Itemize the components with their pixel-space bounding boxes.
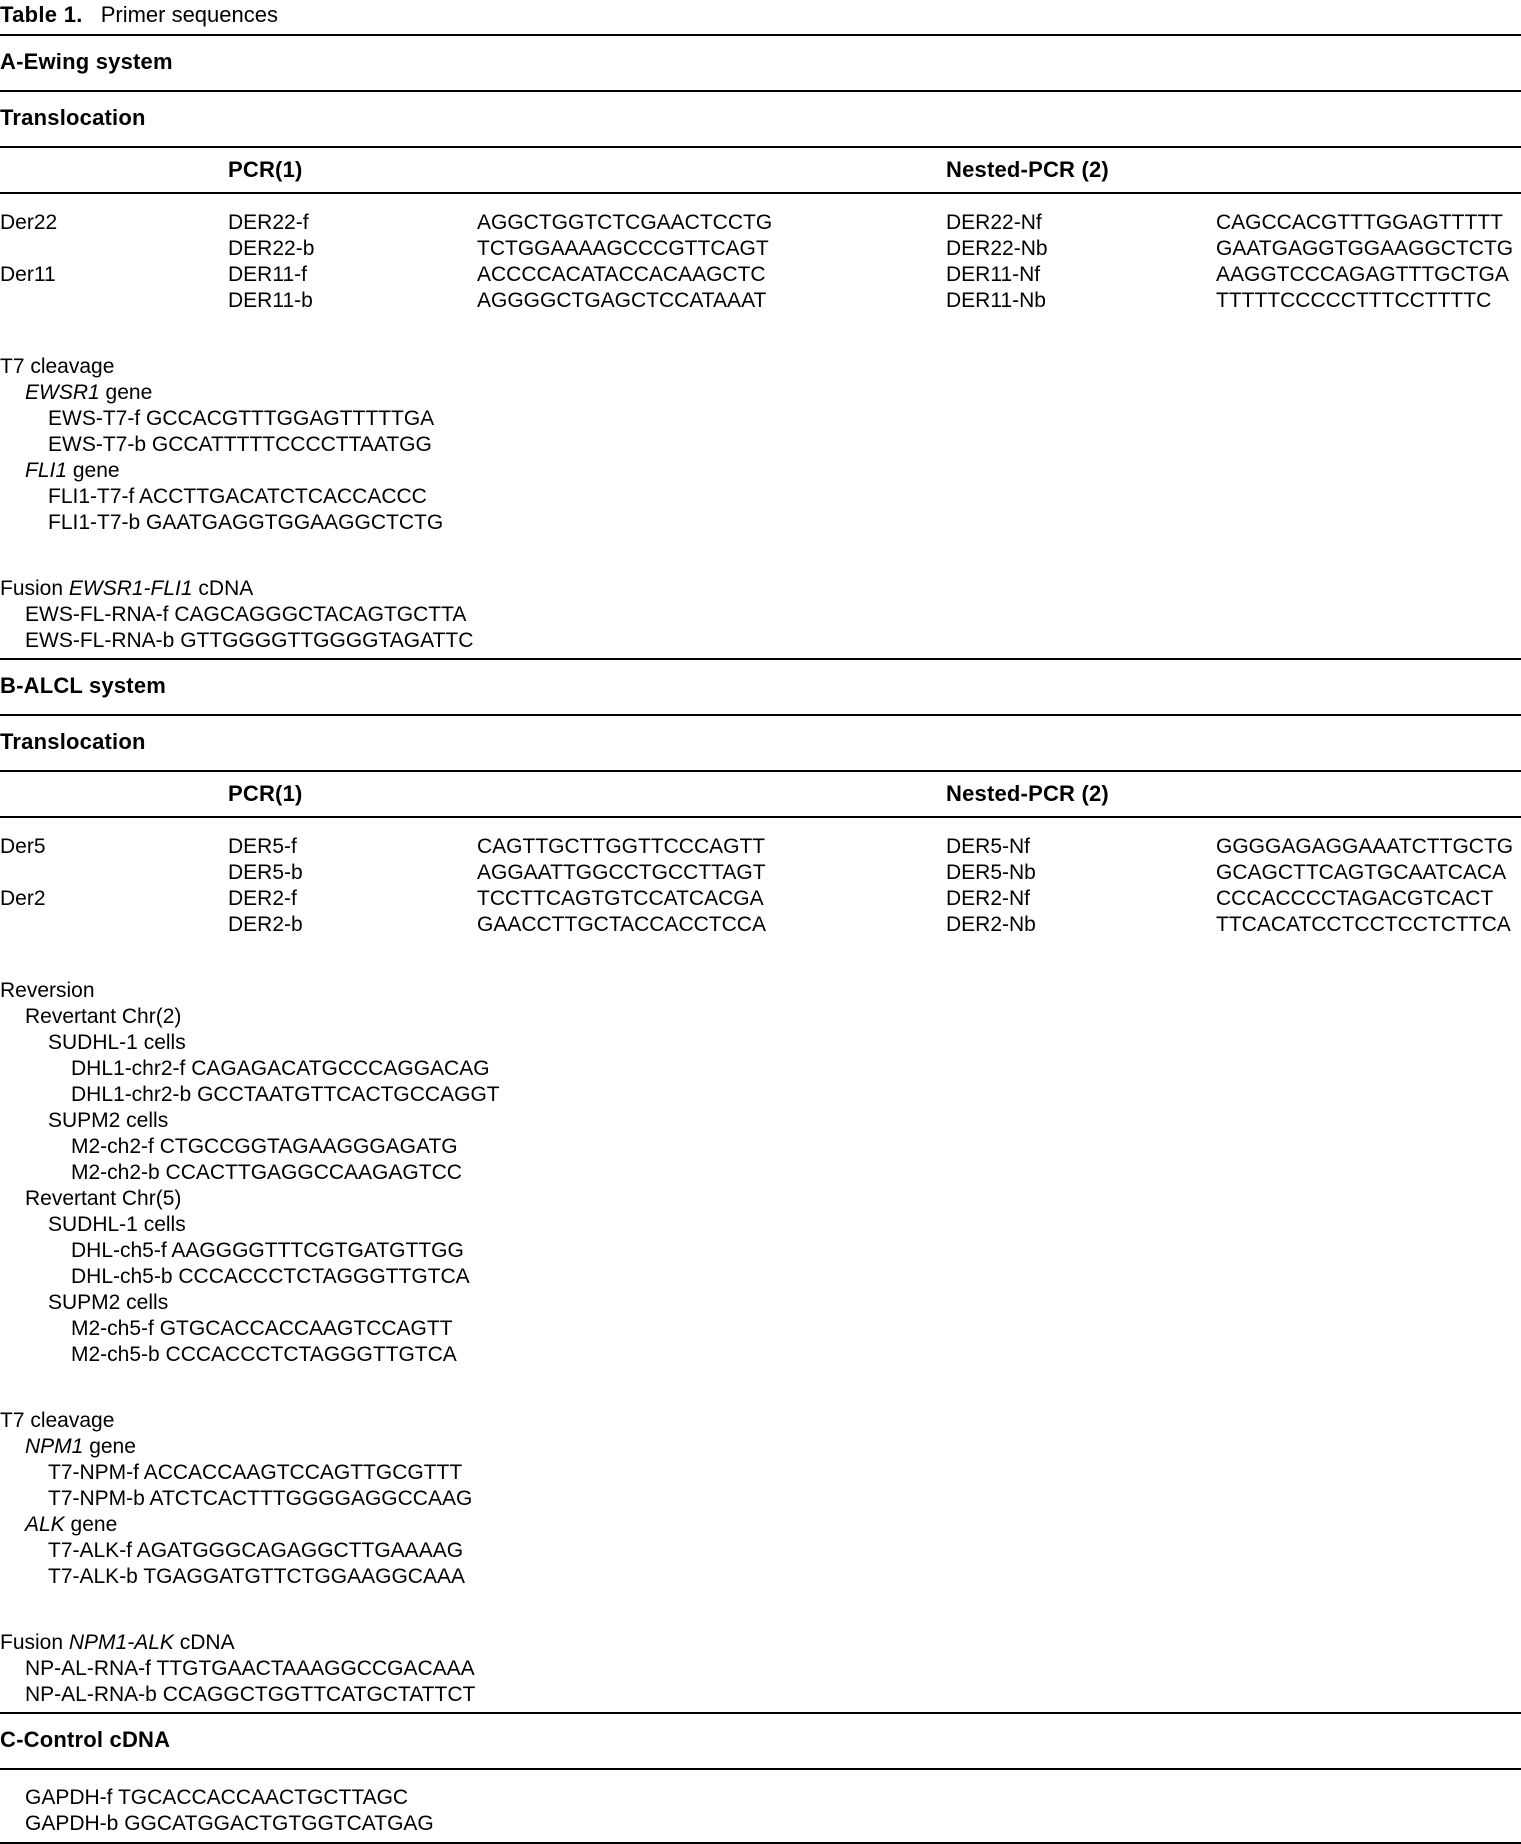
primer-name: M2-ch5-f bbox=[71, 1317, 154, 1340]
fusion-block-a bbox=[0, 576, 1521, 654]
table-row bbox=[0, 288, 1521, 314]
primer-line bbox=[0, 628, 1521, 654]
primer-name: EWS-FL-RNA-f bbox=[25, 603, 169, 626]
primer-name: DER11-f bbox=[228, 263, 307, 286]
fusion-block-b bbox=[0, 1630, 1521, 1708]
gene-line bbox=[0, 380, 1521, 406]
primer-name: DER22-f bbox=[228, 211, 309, 234]
primer-name: DER5-Nf bbox=[946, 835, 1031, 858]
row-label: Der5 bbox=[0, 835, 46, 858]
primer-sequence: ACCACCAAGTCCAGTTGCGTTT bbox=[143, 1461, 463, 1484]
primer-line bbox=[0, 484, 1521, 510]
primer-line bbox=[0, 1682, 1521, 1708]
column-header-nested-pcr: Nested-PCR (2) bbox=[946, 157, 1109, 182]
primer-line bbox=[25, 1811, 1521, 1837]
primer-line bbox=[0, 432, 1521, 458]
gene-label: gene bbox=[89, 1435, 136, 1458]
revertant-heading: Revertant Chr(2) bbox=[25, 1005, 182, 1028]
primer-name: T7-ALK-b bbox=[48, 1565, 138, 1588]
section-c-heading: C-Control cDNA bbox=[0, 1727, 171, 1752]
primer-sequence: CCCACCCTCTAGGGTTGTCA bbox=[165, 1343, 457, 1366]
reversion-block bbox=[0, 978, 1521, 1368]
primer-name: DER5-b bbox=[228, 861, 303, 884]
primer-name: DHL-ch5-b bbox=[71, 1265, 173, 1288]
gene-line bbox=[0, 1512, 1521, 1538]
row-label bbox=[0, 236, 228, 262]
control-primer-block bbox=[0, 1770, 1521, 1842]
fusion-heading bbox=[0, 1630, 1521, 1656]
gene-name: FLI1 bbox=[25, 459, 68, 482]
primer-sequence: GCCTAATGTTCACTGCCAGGT bbox=[197, 1083, 500, 1106]
primer-name: DER2-b bbox=[228, 913, 303, 936]
block-heading: Reversion bbox=[0, 979, 95, 1002]
table-caption: Primer sequences bbox=[100, 2, 278, 27]
primer-sequence: TTCACATCCTCCTCCTCTTCA bbox=[1216, 913, 1511, 936]
table-row bbox=[0, 834, 1521, 860]
row-label: Der11 bbox=[0, 263, 56, 286]
block-heading: T7 cleavage bbox=[0, 1409, 115, 1432]
primer-sequence: ACCCCACATACCACAAGCTC bbox=[477, 263, 766, 286]
primer-line bbox=[25, 1785, 1521, 1811]
primer-line bbox=[0, 406, 1521, 432]
primer-sequence: GGCATGGACTGTGGTCATGAG bbox=[124, 1812, 434, 1835]
primer-sequence: CCACTTGAGGCCAAGAGTCC bbox=[165, 1161, 462, 1184]
primer-sequence: CCCACCCTCTAGGGTTGTCA bbox=[178, 1265, 470, 1288]
column-header-nested-pcr: Nested-PCR (2) bbox=[946, 781, 1109, 806]
spacer bbox=[477, 781, 946, 807]
primer-name: DER22-b bbox=[228, 237, 315, 260]
primer-line bbox=[0, 1160, 1521, 1186]
t7-cleavage-block-a bbox=[0, 354, 1521, 536]
fusion-suffix: cDNA bbox=[179, 1631, 235, 1654]
gene-name: NPM1 bbox=[25, 1435, 84, 1458]
primer-name: EWS-T7-b bbox=[48, 433, 147, 456]
primer-sequence: TCCTTCAGTGTCCATCACGA bbox=[477, 887, 764, 910]
gene-name: NPM1-ALK bbox=[68, 1631, 174, 1654]
table-row bbox=[0, 236, 1521, 262]
column-header-pcr1: PCR(1) bbox=[228, 157, 303, 182]
spacer bbox=[1216, 781, 1521, 807]
primer-sequence: AGGAATTGGCCTGCCTTAGT bbox=[477, 861, 766, 884]
primer-line bbox=[0, 1134, 1521, 1160]
row-label bbox=[0, 860, 228, 886]
primer-name: DHL-ch5-f bbox=[71, 1239, 167, 1262]
primer-name: DER2-f bbox=[228, 887, 297, 910]
translocation-rows-a bbox=[0, 194, 1521, 314]
primer-name: FLI1-T7-b bbox=[48, 511, 141, 534]
gene-name: EWSR1 bbox=[25, 381, 100, 404]
primer-line bbox=[0, 1342, 1521, 1368]
primer-name: GAPDH-f bbox=[25, 1786, 113, 1809]
primer-name: T7-NPM-f bbox=[48, 1461, 139, 1484]
primer-line bbox=[0, 1082, 1521, 1108]
primer-line bbox=[0, 510, 1521, 536]
table-title bbox=[0, 2, 1521, 34]
primer-line bbox=[0, 1486, 1521, 1512]
primer-name: T7-ALK-f bbox=[48, 1539, 133, 1562]
primer-name: EWS-FL-RNA-b bbox=[25, 629, 175, 652]
column-header-row-b bbox=[0, 772, 1521, 816]
primer-sequence: TTGTGAACTAAAGGCCGACAAA bbox=[156, 1657, 475, 1680]
primer-line bbox=[0, 1264, 1521, 1290]
primer-name: M2-ch2-b bbox=[71, 1161, 160, 1184]
primer-name: DER22-Nf bbox=[946, 211, 1042, 234]
primer-sequence: GAATGAGGTGGAAGGCTCTG bbox=[146, 511, 444, 534]
gene-name: ALK bbox=[25, 1513, 65, 1536]
table-row bbox=[0, 886, 1521, 912]
fusion-prefix: Fusion bbox=[0, 577, 64, 600]
primer-name: M2-ch2-f bbox=[71, 1135, 154, 1158]
cells-heading: SUDHL-1 cells bbox=[48, 1031, 186, 1054]
primer-name: DER11-b bbox=[228, 289, 313, 312]
primer-name: DER11-Nb bbox=[946, 289, 1046, 312]
primer-sequence: ATCTCACTTTGGGGAGGCCAAG bbox=[149, 1487, 473, 1510]
section-a-translocation-heading: Translocation bbox=[0, 105, 146, 130]
primer-sequence: GTGCACCACCAAGTCCAGTT bbox=[159, 1317, 453, 1340]
fusion-prefix: Fusion bbox=[0, 1631, 64, 1654]
table-row bbox=[0, 210, 1521, 236]
primer-line bbox=[0, 1316, 1521, 1342]
table-number: Table 1. bbox=[0, 2, 83, 27]
primer-line bbox=[0, 1564, 1521, 1590]
primer-line bbox=[0, 1238, 1521, 1264]
primer-sequence: CCCACCCCTAGACGTCACT bbox=[1216, 887, 1494, 910]
primer-sequence: GAACCTTGCTACCACCTCCA bbox=[477, 913, 766, 936]
primer-name: EWS-T7-f bbox=[48, 407, 141, 430]
primer-sequence: AGGGGCTGAGCTCCATAAAT bbox=[477, 289, 767, 312]
primer-name: DER5-f bbox=[228, 835, 297, 858]
primer-line bbox=[0, 602, 1521, 628]
primer-sequence: TGCACCACCAACTGCTTAGC bbox=[117, 1786, 409, 1809]
row-label bbox=[0, 912, 228, 938]
primer-sequence: GAATGAGGTGGAAGGCTCTG bbox=[1216, 237, 1514, 260]
primer-name: DER22-Nb bbox=[946, 237, 1048, 260]
cells-heading: SUPM2 cells bbox=[48, 1291, 169, 1314]
primer-name: FLI1-T7-f bbox=[48, 485, 135, 508]
primer-sequence: GCAGCTTCAGTGCAATCACA bbox=[1216, 861, 1507, 884]
primer-name: DER2-Nf bbox=[946, 887, 1031, 910]
primer-sequence: ACCTTGACATCTCACCACCC bbox=[139, 485, 427, 508]
primer-sequence: GCCATTTTTCCCCTTAATGG bbox=[151, 433, 432, 456]
cells-heading: SUPM2 cells bbox=[48, 1109, 169, 1132]
primer-name: M2-ch5-b bbox=[71, 1343, 160, 1366]
primer-sequence: AAGGGGTTTCGTGATGTTGG bbox=[171, 1239, 464, 1262]
primer-sequence: CAGCCACGTTTGGAGTTTTT bbox=[1216, 211, 1503, 234]
gene-label: gene bbox=[72, 459, 120, 482]
gene-label: gene bbox=[105, 381, 153, 404]
table-row bbox=[0, 860, 1521, 886]
primer-name: GAPDH-b bbox=[25, 1812, 119, 1835]
fusion-suffix: cDNA bbox=[198, 577, 254, 600]
primer-sequence: AAGGTCCCAGAGTTTGCTGA bbox=[1216, 263, 1509, 286]
primer-sequence: AGATGGGCAGAGGCTTGAAAAG bbox=[136, 1539, 464, 1562]
block-heading: T7 cleavage bbox=[0, 355, 115, 378]
primer-sequence: GCCACGTTTGGAGTTTTTGA bbox=[146, 407, 435, 430]
primer-line bbox=[0, 1056, 1521, 1082]
primer-sequence: CAGAGACATGCCCAGGACAG bbox=[191, 1057, 490, 1080]
cells-heading: SUDHL-1 cells bbox=[48, 1213, 186, 1236]
table-row bbox=[0, 912, 1521, 938]
primer-sequence: TCTGGAAAAGCCCGTTCAGT bbox=[477, 237, 769, 260]
section-a-heading: A-Ewing system bbox=[0, 49, 173, 74]
primer-sequence: TGAGGATGTTCTGGAAGGCAAA bbox=[143, 1565, 465, 1588]
primer-sequence: CAGCAGGGCTACAGTGCTTA bbox=[174, 603, 467, 626]
primer-name: NP-AL-RNA-f bbox=[25, 1657, 152, 1680]
primer-line bbox=[0, 1656, 1521, 1682]
translocation-rows-b bbox=[0, 818, 1521, 938]
primer-line bbox=[0, 1460, 1521, 1486]
primer-sequence: GTTGGGGTTGGGGTAGATTC bbox=[180, 629, 474, 652]
primer-name: DHL1-chr2-f bbox=[71, 1057, 186, 1080]
spacer bbox=[477, 157, 946, 183]
row-label: Der22 bbox=[0, 211, 58, 234]
column-header-row-a bbox=[0, 148, 1521, 192]
primer-name: DER11-Nf bbox=[946, 263, 1041, 286]
primer-name: DHL1-chr2-b bbox=[71, 1083, 192, 1106]
gene-line bbox=[0, 458, 1521, 484]
fusion-heading bbox=[0, 576, 1521, 602]
column-header-pcr1: PCR(1) bbox=[228, 781, 303, 806]
primer-name: DER5-Nb bbox=[946, 861, 1036, 884]
spacer bbox=[1216, 157, 1521, 183]
primer-sequence: CCAGGCTGGTTCATGCTATTCT bbox=[162, 1683, 476, 1706]
primer-sequence: GGGGAGAGGAAATCTTGCTG bbox=[1216, 835, 1514, 858]
row-label: Der2 bbox=[0, 887, 46, 910]
primer-name: DER2-Nb bbox=[946, 913, 1036, 936]
primer-name: NP-AL-RNA-b bbox=[25, 1683, 157, 1706]
primer-name: T7-NPM-b bbox=[48, 1487, 145, 1510]
section-b-heading: B-ALCL system bbox=[0, 673, 167, 698]
t7-cleavage-block-b bbox=[0, 1408, 1521, 1590]
table-row bbox=[0, 262, 1521, 288]
primer-sequence: CTGCCGGTAGAAGGGAGATG bbox=[159, 1135, 458, 1158]
primer-line bbox=[0, 1538, 1521, 1564]
section-b-translocation-heading: Translocation bbox=[0, 729, 146, 754]
gene-label: gene bbox=[70, 1513, 118, 1536]
gene-line bbox=[0, 1434, 1521, 1460]
spacer bbox=[0, 781, 228, 807]
revertant-heading: Revertant Chr(5) bbox=[25, 1187, 182, 1210]
primer-sequence: TTTTTCCCCCTTTCCTTTTC bbox=[1216, 289, 1492, 312]
spacer bbox=[0, 157, 228, 183]
primer-sequence: AGGCTGGTCTCGAACTCCTG bbox=[477, 211, 773, 234]
row-label bbox=[0, 288, 228, 314]
gene-name: EWSR1-FLI1 bbox=[68, 577, 193, 600]
primer-sequence: CAGTTGCTTGGTTCCCAGTT bbox=[477, 835, 766, 858]
